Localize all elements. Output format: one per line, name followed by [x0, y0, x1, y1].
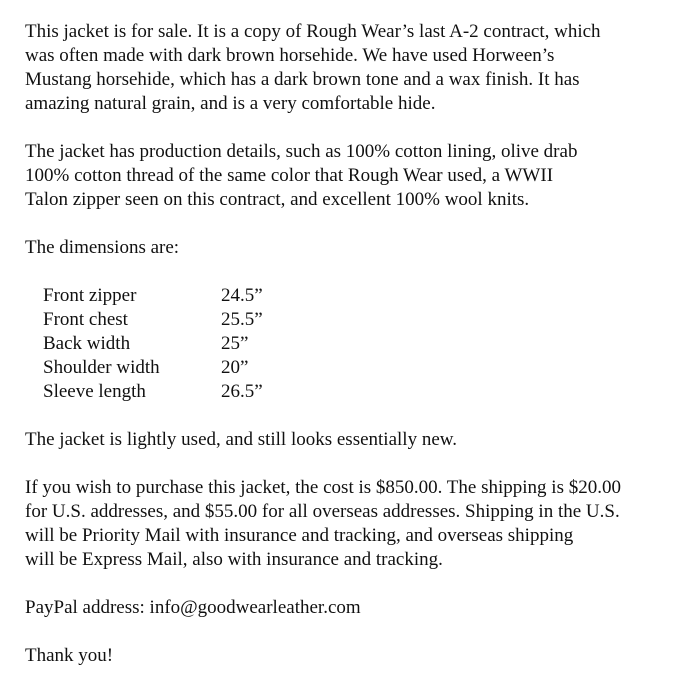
- closing-text: Thank you!: [25, 645, 114, 666]
- intro-paragraph: [25, 20, 695, 116]
- dimension-label: Front zipper: [43, 285, 137, 306]
- dimension-row: [43, 332, 695, 356]
- text-line: for U.S. addresses, and $55.00 for all overseas addresses. Shipping in the U.S.: [25, 501, 620, 522]
- dimension-label: Back width: [43, 333, 131, 354]
- dimensions-intro: The dimensions are:: [25, 237, 180, 258]
- text-line: Mustang horsehide, which has a dark brown tone and a wax finish. It has: [25, 69, 580, 90]
- dimension-row: [43, 284, 695, 308]
- paypal-address: PayPal address: info@goodwearleather.com: [25, 597, 361, 618]
- dimension-value: 20”: [221, 357, 249, 378]
- condition-text: The jacket is lightly used, and still looks essentially new.: [25, 429, 457, 450]
- paragraph-spacer: [25, 260, 695, 284]
- dimension-value: 24.5”: [221, 285, 263, 306]
- details-paragraph: [25, 140, 695, 212]
- dimension-value: 26.5”: [221, 381, 263, 402]
- dimension-row: [43, 356, 695, 380]
- text-line: 100% cotton thread of the same color that Rough Wear used, a WWII: [25, 165, 554, 186]
- text-line: was often made with dark brown horsehide. We have used Horween’s: [25, 45, 555, 66]
- dimension-value: 25.5”: [221, 309, 263, 330]
- paragraph-spacer: [25, 452, 695, 476]
- paragraph-spacer: [25, 620, 695, 644]
- dimension-value: 25”: [221, 333, 249, 354]
- dimensions-table: [25, 284, 695, 404]
- dimension-row: [43, 380, 695, 404]
- dimension-label: Shoulder width: [43, 357, 160, 378]
- text-line: Talon zipper seen on this contract, and excellent 100% wool knits.: [25, 189, 530, 210]
- paragraph-spacer: [25, 212, 695, 236]
- dimension-label: Sleeve length: [43, 381, 146, 402]
- paragraph-spacer: [25, 116, 695, 140]
- purchase-paragraph: [25, 476, 695, 572]
- dimension-row: [43, 308, 695, 332]
- text-line: will be Priority Mail with insurance and tracking, and overseas shipping: [25, 525, 574, 546]
- text-line: If you wish to purchase this jacket, the cost is $850.00. The shipping is $20.00: [25, 477, 621, 498]
- document-body: [25, 20, 695, 668]
- text-line: The jacket has production details, such as 100% cotton lining, olive drab: [25, 141, 578, 162]
- text-line: This jacket is for sale. It is a copy of Rough Wear’s last A-2 contract, which: [25, 21, 601, 42]
- dimension-label: Front chest: [43, 309, 128, 330]
- paragraph-spacer: [25, 404, 695, 428]
- text-line: will be Express Mail, also with insurance and tracking.: [25, 549, 443, 570]
- text-line: amazing natural grain, and is a very comfortable hide.: [25, 93, 436, 114]
- paragraph-spacer: [25, 572, 695, 596]
